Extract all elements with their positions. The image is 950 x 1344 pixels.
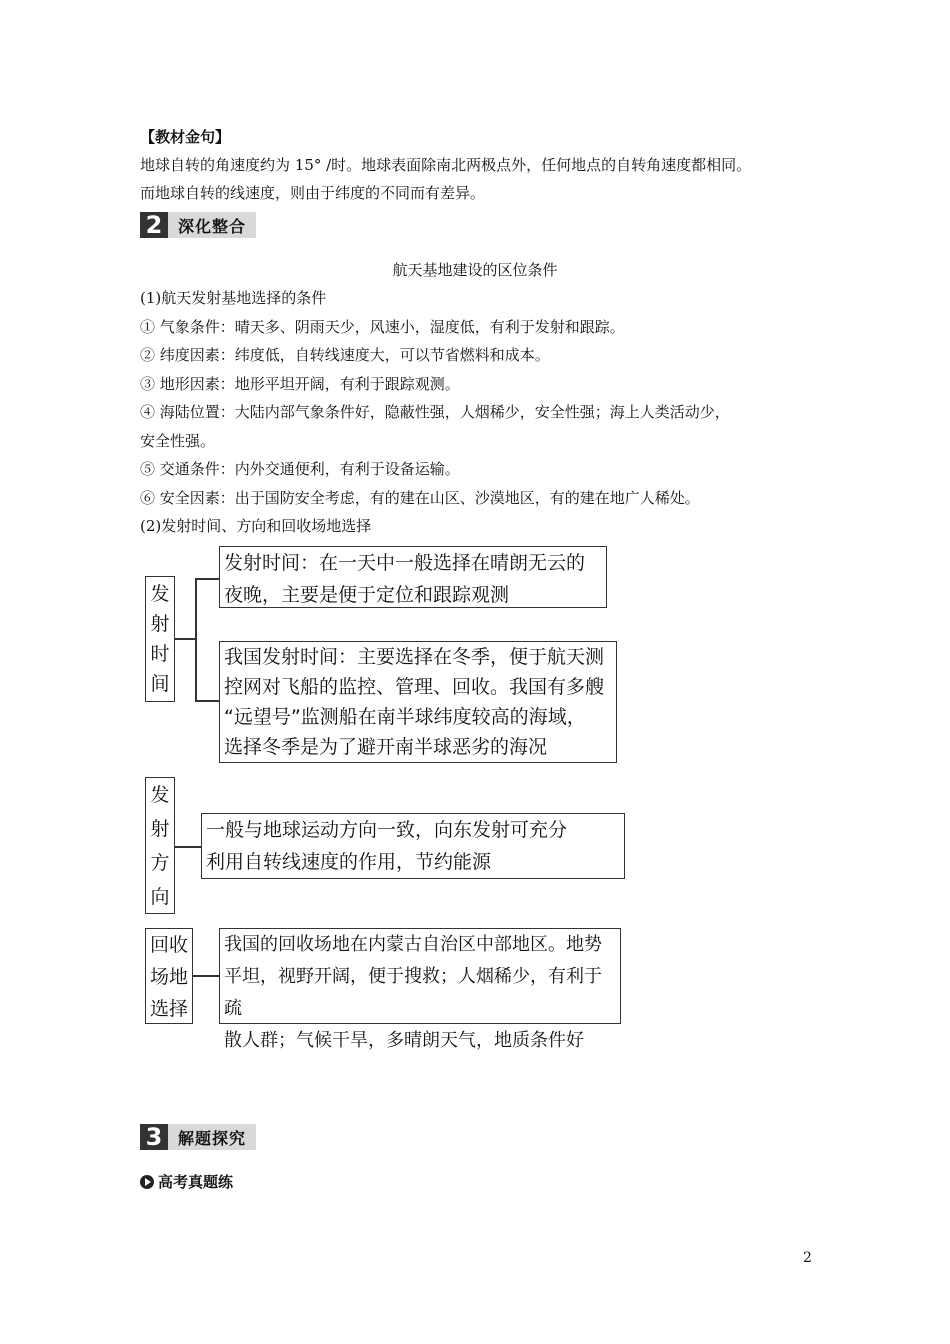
connector-line [195,578,219,580]
condition-item: ② 纬度因素：纬度低，自转线速度大，可以节省燃料和成本。 [140,346,550,364]
box-text-line: 平坦，视野开阔，便于搜救；人烟稀少，有利于疏 [224,966,602,1019]
box-text-line: 一般与地球运动方向一致，向东发射可充分 [206,819,568,841]
section-2-number: 2 [140,212,168,238]
box-text-line: 我国发射时间：主要选择在冬季，便于航天测 [224,646,605,668]
play-circle-icon [140,1175,154,1189]
part2-heading: (2)发射时间、方向和回收场地选择 [140,517,372,535]
launch-time-box-2 [219,641,617,763]
textbook-sentence-line2: 而地球自转的线速度，则由于纬度的不同而有差异。 [140,184,486,202]
box-text-line: 散人群；气候干旱，多晴朗天气，地质条件好 [224,1030,584,1051]
connector-line [193,975,219,977]
box-text-line: 我国的回收场地在内蒙古自治区中部地区。地势 [224,934,602,955]
box-text-line: “远望号”监测船在南半球纬度较高的海域， [224,706,586,728]
launch-time-label-box [145,576,175,702]
section-3-title: 解题探究 [168,1124,256,1150]
condition-item: ⑤ 交通条件：内外交通便利，有利于设备运输。 [140,460,460,478]
connector-line [175,846,201,848]
box-text-line: 选择冬季是为了避开南半球恶劣的海况 [224,736,548,758]
label-char: 向 [150,886,170,908]
exam-practice-label: 高考真题练 [158,1173,234,1191]
box-text-line: 发射时间：在一天中一般选择在晴朗无云的 [224,552,586,574]
label-text: 回收 [149,934,188,956]
box-text-line: 控网对飞船的监控、管理、回收。我国有多艘 [224,676,605,698]
label-char: 发 [150,583,170,605]
section-3-header [140,1124,256,1150]
page-number: 2 [803,1250,812,1266]
label-char: 间 [150,673,170,695]
condition-item-continued: 安全性强。 [140,432,216,450]
label-char: 方 [150,852,170,874]
launch-direction-label-box [145,777,175,914]
connector-line [195,700,219,702]
label-char: 发 [150,784,170,806]
connector-line [175,638,195,640]
box-text-line: 夜晚，主要是便于定位和跟踪观测 [224,584,510,606]
recovery-site-box [219,928,621,1051]
condition-item: ① 气象条件：晴天多、阴雨天少，风速小，湿度低，有利于发射和跟踪。 [140,318,625,336]
section-2-header [140,212,256,238]
recovery-site-label-box [145,928,193,1024]
textbook-sentence-heading: 【教材金句】 [140,128,231,146]
label-text: 场地 [149,966,188,988]
label-text: 选择 [149,998,188,1020]
topic-title: 航天基地建设的区位条件 [392,261,558,279]
label-char: 射 [150,818,170,840]
condition-item: ③ 地形因素：地形平坦开阔，有利于跟踪观测。 [140,375,460,393]
launch-direction-box [201,813,625,879]
section-2-title: 深化整合 [168,212,256,238]
box-text-line: 利用自转线速度的作用，节约能源 [206,851,492,873]
condition-item: ④ 海陆位置：大陆内部气象条件好，隐蔽性强，人烟稀少，安全性强；海上人类活动少， [140,403,730,421]
section-3-number: 3 [140,1124,168,1150]
part1-heading: (1)航天发射基地选择的条件 [140,289,327,307]
label-char: 时 [150,643,170,665]
label-char: 射 [150,613,170,635]
textbook-sentence-line1: 地球自转的角速度约为 15° /时。地球表面除南北两极点外，任何地点的自转角速度都相同。 [140,156,752,174]
condition-item: ⑥ 安全因素：出于国防安全考虑，有的建在山区、沙漠地区，有的建在地广人稀处。 [140,489,700,507]
connector-bracket [195,578,197,700]
exam-practice-heading [140,1172,233,1192]
launch-time-box-1 [219,546,607,608]
